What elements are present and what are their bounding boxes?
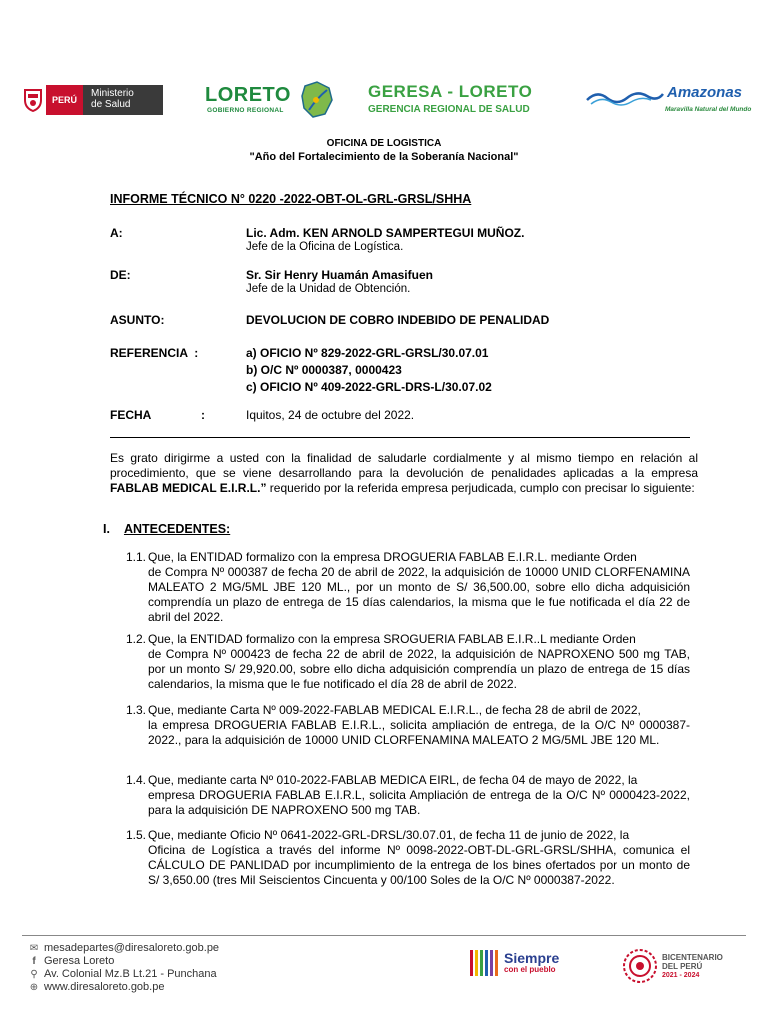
footer-facebook-text: Geresa Loreto: [44, 955, 115, 967]
item-text-rest: Oficina de Logística a través del informe Nº 0098-2022-OBT-DL-GRL-GRSL/SHHA, comunica el CÁLCULO DE PANLIDAD por incumplimiento de la entrega de los bines ofertados por un monto de S/ 3,650.00 (tres Mil Seiscientos Cincuenta y 00/100 Soles de la O/C Nº 0000387-2022.: [148, 843, 690, 887]
bicentenario-logo: [622, 948, 723, 984]
item-number: 1.5.: [126, 828, 147, 842]
item-number: 1.1.: [126, 550, 147, 564]
bicentenario-years: 2021 - 2024: [662, 971, 700, 979]
item-text-first: Que, la ENTIDAD formalizo con la empresa DROGUERIA FABLAB E.I.R.L. mediante Orden: [148, 550, 637, 564]
list-item: [126, 703, 690, 748]
location-pin-icon: ⚲: [30, 968, 38, 980]
siempre-logo: [470, 950, 559, 976]
peru-shield-icon: [20, 85, 46, 115]
footer-address: [28, 968, 217, 980]
ministerio-line1: Ministerio: [91, 88, 134, 99]
subject-label: ASUNTO:: [110, 313, 165, 327]
loreto-logo: [205, 80, 335, 124]
footer-email-text: mesadepartes@diresaloreto.gob.pe: [44, 942, 220, 954]
to-name: Lic. Adm. KEN ARNOLD SAMPERTEGUI MUÑOZ.: [246, 226, 525, 240]
reference-a: a) OFICIO Nº 829-2022-GRL-GRSL/30.07.01: [246, 346, 489, 360]
item-text-rest: de Compra Nº 000423 de fecha 22 de abril de 2022, la adquisición de NAPROXENO 500 mg TAB, por un monto S/ 29,920.00, sobre ello dicha adquisición comprendía un plazo de entrega de 15 días calendarios, la misma que le fue notificado el día 28 de abril de 2022.: [148, 647, 690, 691]
footer-address-text: Av. Colonial Mz.B Lt.21 - Punchana: [44, 968, 217, 980]
item-text-rest: la empresa DROGUERIA FABLAB E.I.R.L., solicita ampliación de entrega, de la O/C Nº 0000387-2022., para la adquisición de 10000 UNID CLORFENAMINA MALEATO 2 MG/5ML JBE 120 ML.: [148, 718, 690, 747]
footer-divider: [22, 935, 746, 936]
list-item: [126, 773, 690, 818]
reference-label: REFERENCIA :: [110, 346, 199, 360]
bicentenario-line1: BICENTENARIO: [662, 952, 723, 962]
item-number: 1.3.: [126, 703, 147, 717]
ministerio-line2: de Salud: [91, 99, 131, 110]
siempre-title: Siempre: [504, 950, 560, 966]
item-number: 1.2.: [126, 632, 147, 646]
list-item: [126, 632, 690, 692]
geresa-title: GERESA - LORETO: [368, 82, 533, 101]
intro-paragraph: [110, 451, 698, 496]
office-heading: OFICINA DE LOGÍSTICA: [326, 138, 442, 146]
footer-website[interactable]: [28, 981, 164, 993]
from-label: DE:: [110, 268, 131, 282]
item-number: 1.4.: [126, 773, 147, 787]
intro-text-b: requerido por la referida empresa perjudicada, cumplo con precisar lo siguiente:: [266, 481, 695, 495]
siempre-bars-icon: [470, 950, 498, 976]
item-text-rest: empresa DROGUERIA FABLAB E.I.R.L, solicita Ampliación de entrega de la O/C Nº 0000423-2022, para la adquisición DE NAPROXENO 500 mg TAB.: [148, 788, 690, 817]
peru-minsa-logo: [20, 85, 163, 115]
loreto-map-icon: [299, 80, 335, 120]
from-name: Sr. Sir Henry Huamán Amasifuen: [246, 268, 433, 282]
bicentenario-emblem-icon: [622, 948, 658, 984]
loreto-sub: GOBIERNO REGIONAL: [207, 107, 284, 114]
bicentenario-line2: DEL PERÚ: [662, 961, 703, 971]
year-motto: "Año del Fortalecimiento de la Soberanía Nacional": [249, 151, 519, 163]
to-label: A:: [110, 226, 123, 240]
section-number: I.: [103, 522, 110, 536]
ministerio-label: [83, 85, 163, 115]
intro-text-a: Es grato dirigirme a usted con la finalidad de saludarle cordialmente y al mismo tiempo en relación al procedimiento, que se viene desarrollando para la devolución de penalidades aplicadas a la empresa: [110, 451, 698, 480]
siempre-sub: con el pueblo: [504, 965, 556, 974]
intro-company: FABLAB MEDICAL E.I.R.L.”: [110, 481, 267, 495]
geresa-logo: [368, 82, 548, 115]
list-item: [126, 550, 690, 625]
reference-b: b) O/C Nº 0000387, 0000423: [246, 363, 402, 377]
globe-icon: ⊕: [29, 981, 39, 993]
footer-facebook[interactable]: [28, 955, 114, 967]
amazonas-sub: Maravilla Natural del Mundo: [665, 106, 752, 113]
amazonas-title: Amazonas: [667, 84, 743, 101]
list-item: [126, 828, 690, 888]
geresa-sub: GERENCIA REGIONAL DE SALUD: [368, 104, 530, 115]
section-heading: [103, 522, 230, 536]
footer-email[interactable]: [28, 942, 219, 954]
mail-icon: ✉: [29, 942, 39, 954]
to-role: Jefe de la Oficina de Logística.: [246, 241, 404, 253]
from-role: Jefe de la Unidad de Obtención.: [246, 283, 411, 295]
subject-text: DEVOLUCION DE COBRO INDEBIDO DE PENALIDAD: [246, 313, 550, 327]
item-text-rest: de Compra Nº 000387 de fecha 20 de abril de 2022, la adquisición de 10000 UNID CLORFENAMINA MALEATO 2 MG/5ML JBE 120 ML., por un monto de S/ 36,500.00, sobre ello dicha adquisición comprendía un plazo de entrega de 15 días calendarios, la misma que le fue notificada el día 22 de abril del 2022.: [148, 565, 690, 624]
footer-website-text: www.diresaloreto.gob.pe: [44, 981, 165, 993]
date-label: FECHA: [110, 408, 152, 422]
date-text: Iquitos, 24 de octubre del 2022.: [246, 408, 415, 422]
informe-title: INFORME TÉCNICO N° 0220 -2022-OBT-OL-GRL-GRSL/SHHA: [110, 192, 472, 206]
facebook-icon: f: [32, 955, 36, 967]
peru-label: PERÚ: [46, 85, 83, 115]
amazonas-logo: [585, 80, 755, 120]
date-colon: :: [201, 408, 205, 422]
header-divider: [110, 437, 690, 438]
rios-wave-icon: [585, 86, 665, 110]
section-title: ANTECEDENTES:: [123, 522, 231, 536]
loreto-title: LORETO: [205, 84, 291, 106]
item-text-first: Que, la ENTIDAD formalizo con la empresa SROGUERIA FABLAB E.I.R..L mediante Orden: [148, 632, 636, 646]
item-text-first: Que, mediante Oficio Nº 0641-2022-GRL-DRSL/30.07.01, de fecha 11 de junio de 2022, la: [148, 828, 630, 842]
reference-c: c) OFICIO Nº 409-2022-GRL-DRS-L/30.07.02: [246, 380, 492, 394]
item-text-first: Que, mediante carta Nº 010-2022-FABLAB MEDICA EIRL, de fecha 04 de mayo de 2022, la: [148, 773, 638, 787]
item-text-first: Que, mediante Carta Nº 009-2022-FABLAB MEDICAL E.I.R.L., de fecha 28 de abril de 2022,: [148, 703, 641, 717]
